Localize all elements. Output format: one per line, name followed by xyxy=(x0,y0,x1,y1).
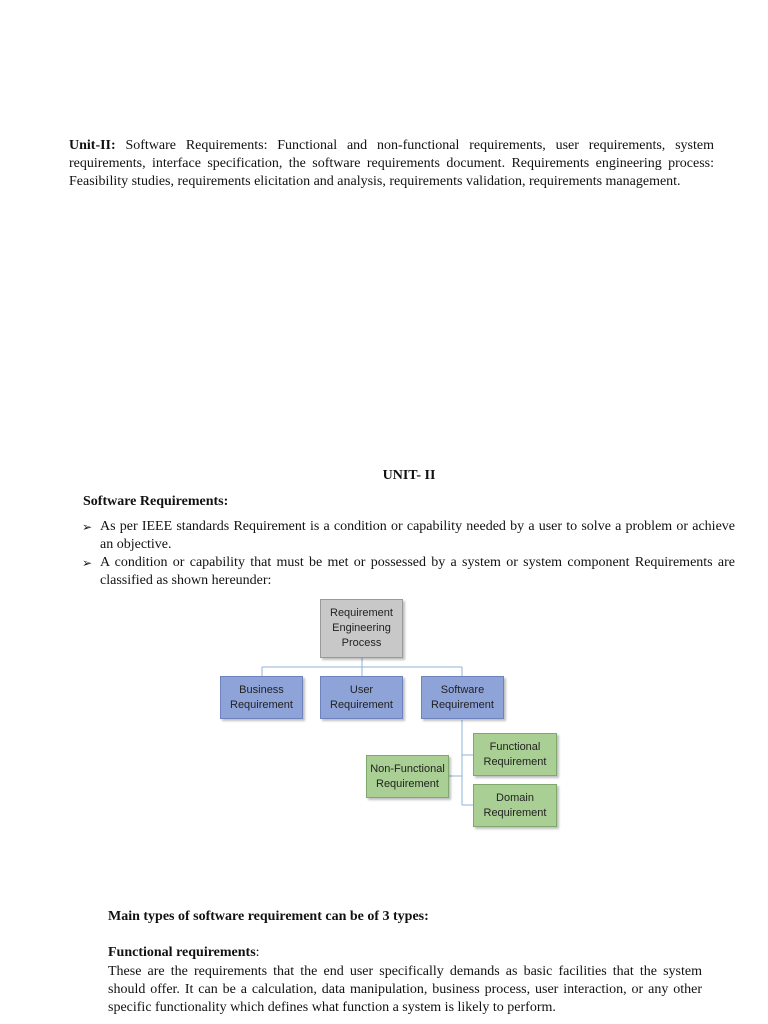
functional-colon: : xyxy=(255,945,260,960)
arrowhead-bullet-icon: ➢ xyxy=(82,520,93,534)
bullet-text: As per IEEE standards Requirement is a condition or capability needed by a user to solve a problem or achieve an objective. xyxy=(100,519,735,552)
bullet-text: A condition or capability that must be met or possessed by a system or system component Requirements are classified as shown hereunder: xyxy=(100,555,735,588)
bullet-list xyxy=(82,518,735,590)
syllabus-text: Software Requirements: Functional and non-functional requirements, user requirements, system requirements, interface specification, the software requirements document. Requirements engineering process: Feasibility studies, requirements elicitation and analysis, requirements validation, requirements management. xyxy=(69,138,714,189)
list-item xyxy=(82,518,735,554)
diagram-node-non-functional: Non-Functional Requirement xyxy=(366,755,449,798)
arrowhead-bullet-icon: ➢ xyxy=(82,556,93,570)
diagram-node-root: Requirement Engineering Process xyxy=(320,599,403,658)
diagram-node-user: User Requirement xyxy=(320,676,403,719)
syllabus-label: Unit-II: xyxy=(69,138,116,153)
main-types-heading: Main types of software requirement can be of 3 types: xyxy=(108,909,429,924)
diagram-node-domain: Domain Requirement xyxy=(473,784,557,827)
list-item xyxy=(82,554,735,590)
unit-heading: UNIT- II xyxy=(382,468,436,483)
section-title: Software Requirements: xyxy=(83,494,229,509)
diagram-node-software: Software Requirement xyxy=(421,676,504,719)
functional-requirements-body: These are the requirements that the end user specifically demands as basic facilities that the system should offer. It can be a calculation, data manipulation, business process, user interaction, or any other specific functionality which defines what function a system is likely to perform. xyxy=(108,964,702,1015)
diagram-node-business: Business Requirement xyxy=(220,676,303,719)
syllabus-paragraph xyxy=(69,137,714,191)
functional-title: Functional requirements xyxy=(108,945,256,960)
functional-requirements-heading xyxy=(108,944,260,962)
diagram-node-functional: Functional Requirement xyxy=(473,733,557,776)
